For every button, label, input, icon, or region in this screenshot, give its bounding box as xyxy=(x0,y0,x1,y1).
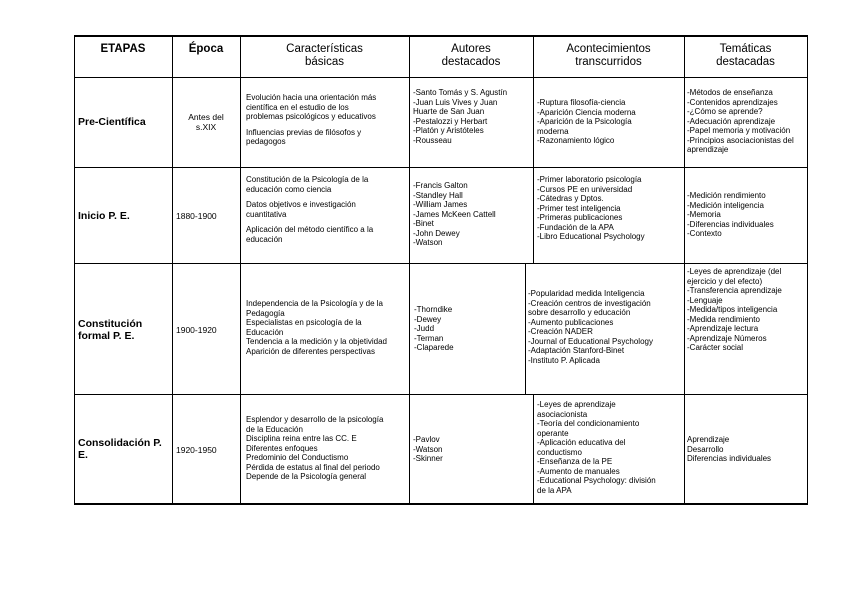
topics-cell xyxy=(687,267,806,353)
topic-item: -Principios asociacionistas del aprendizaje xyxy=(687,135,794,154)
event-item: -Teoría del condicionamiento operante xyxy=(537,419,640,438)
row-divider xyxy=(74,263,808,264)
topic-item: -Medida/tipos inteligencia xyxy=(687,305,778,314)
topic-item: Aprendizaje xyxy=(687,435,730,444)
author-item: -Standley Hall xyxy=(413,190,463,200)
topic-item: -Contexto xyxy=(687,229,722,238)
author-item: -Judd xyxy=(414,324,435,333)
topic-item: -Medida rendimiento xyxy=(687,314,760,324)
stages-table xyxy=(74,35,808,505)
author-item: -Watson xyxy=(413,238,443,247)
author-item: -Binet xyxy=(413,219,434,228)
header-tematicas: Temáticas destacadas xyxy=(716,43,775,68)
topic-item: -Métodos de enseñanza xyxy=(687,88,773,97)
author-item: -Francis Galton xyxy=(413,181,468,190)
author-item: -Claparede xyxy=(414,343,454,352)
table-border-right xyxy=(807,35,808,505)
topic-item: -Leyes de aprendizaje (del ejercicio y del efecto) xyxy=(687,267,782,286)
event-item: -Aumento publicaciones xyxy=(528,317,614,327)
author-item: -Santo Tomás y S. Agustín xyxy=(413,88,508,97)
event-item: -Enseñanza de la PE xyxy=(537,457,613,466)
stage-period: 1920-1950 xyxy=(176,445,217,455)
column-divider xyxy=(240,35,241,505)
header-divider xyxy=(74,77,808,78)
topic-item: Diferencias individuales xyxy=(687,454,772,463)
author-item: -Pestalozzi y Herbart xyxy=(413,116,488,126)
event-item: -Primer laboratorio psicología xyxy=(537,175,642,184)
topic-item: -Contenidos aprendizajes xyxy=(687,97,778,107)
event-item: -Creación NADER xyxy=(528,327,593,336)
topic-item: -Aprendizaje Números xyxy=(687,333,767,343)
characteristic-item: Especialistas en psicología de la Educación xyxy=(246,318,362,337)
event-item: -Aparición de la Psicología moderna xyxy=(537,117,632,136)
column-divider xyxy=(172,35,173,505)
header-epoca: Época xyxy=(188,43,224,55)
header-caracteristicas: Características básicas xyxy=(286,43,363,68)
characteristic-item: Aplicación del método científico a la educación xyxy=(246,225,374,244)
event-item: -Instituto P. Aplicada xyxy=(528,355,600,365)
authors-cell xyxy=(413,88,531,145)
topic-item: Desarrollo xyxy=(687,444,724,454)
authors-cell xyxy=(413,435,531,464)
topic-item: -Adecuación aprendizaje xyxy=(687,116,776,126)
characteristics-cell xyxy=(246,93,406,147)
authors-cell xyxy=(413,181,531,248)
event-item: -Aplicación educativa del conductismo xyxy=(537,438,626,457)
characteristic-item: Evolución hacia una orientación más científica en el estudio de los problemas psicológicos y educativos xyxy=(246,93,377,121)
event-item: -Cátedras y Dptos. xyxy=(537,194,604,203)
topic-item: -Carácter social xyxy=(687,343,744,352)
events-cell xyxy=(528,289,683,365)
author-item: -Dewey xyxy=(414,314,442,324)
characteristic-item: Influencias previas de filósofos y pedagogos xyxy=(246,127,362,146)
author-item: -Terman xyxy=(414,333,444,343)
event-item: -Fundación de la APA xyxy=(537,222,614,232)
event-item: -Popularidad medida Inteligencia xyxy=(528,289,645,298)
header-etapas: ETAPAS xyxy=(100,43,146,55)
row-divider xyxy=(74,167,808,168)
author-item: -Juan Luis Vives y Juan Huarte de San Juan xyxy=(413,97,498,116)
author-item: -Thorndike xyxy=(414,305,453,314)
stage-name: Pre-Científica xyxy=(78,116,146,128)
topic-item: -Aprendizaje lectura xyxy=(687,324,759,333)
characteristic-item: Disciplina reina entre las CC. E xyxy=(246,434,357,443)
event-item: -Leyes de aprendizaje asociacionista xyxy=(537,400,616,419)
header-autores: Autores destacados xyxy=(441,43,501,68)
characteristic-item: Aparición de diferentes perspectivas xyxy=(246,346,375,356)
event-item: -Ruptura filosofía-ciencia xyxy=(537,98,626,107)
event-item: -Primer test inteligencia xyxy=(537,203,621,213)
author-item: -John Dewey xyxy=(413,228,460,238)
table-border-top xyxy=(74,35,808,37)
column-divider xyxy=(409,35,410,505)
topic-item: -¿Cómo se aprende? xyxy=(687,107,763,116)
author-item: -Watson xyxy=(413,444,443,454)
event-item: -Razonamiento lógico xyxy=(537,136,615,145)
event-item: -Primeras publicaciones xyxy=(537,213,623,222)
event-item: -Journal of Educational Psychology xyxy=(528,336,653,346)
event-item: -Adaptación Stanford-Binet xyxy=(528,346,625,355)
header-acontecimientos: Acontecimientos transcurridos xyxy=(566,43,651,68)
row-divider xyxy=(74,394,808,395)
topic-item: -Lenguaje xyxy=(687,295,723,305)
table-border-bottom xyxy=(74,503,808,505)
topic-item: -Papel memoria y motivación xyxy=(687,126,791,135)
characteristic-item: Pérdida de estatus al final del periodo xyxy=(246,462,380,472)
author-item: -Platón y Aristóteles xyxy=(413,126,484,135)
event-item: -Cursos PE en universidad xyxy=(537,184,633,194)
topic-item: -Medición inteligencia xyxy=(687,200,764,210)
characteristic-item: Independencia de la Psicología y de la Pedagogía xyxy=(246,299,383,318)
stage-period: Antes del s.XIX xyxy=(188,112,224,132)
characteristic-item: Esplendor y desarrollo de la psicología de la Educación xyxy=(246,415,384,434)
topics-cell xyxy=(687,191,806,239)
stage-period: 1880-1900 xyxy=(176,211,217,221)
column-divider xyxy=(684,35,685,505)
authors-cell xyxy=(414,305,522,353)
column-divider xyxy=(525,263,526,394)
topic-item: -Diferencias individuales xyxy=(687,219,774,229)
characteristic-item: Diferentes enfoques xyxy=(246,443,318,453)
event-item: -Aumento de manuales xyxy=(537,466,620,476)
characteristic-item: Predominio del Conductismo xyxy=(246,453,349,462)
stage-period: 1900-1920 xyxy=(176,325,217,335)
events-cell xyxy=(537,98,682,146)
column-divider xyxy=(533,35,534,263)
characteristic-item: Tendencia a la medición y la objetividad xyxy=(246,337,387,346)
stage-name: Inicio P. E. xyxy=(78,210,130,222)
characteristic-item: Depende de la Psicología general xyxy=(246,472,367,481)
author-item: -Skinner xyxy=(413,454,443,463)
topic-item: -Transferencia aprendizaje xyxy=(687,286,782,295)
events-cell xyxy=(537,400,682,495)
event-item: -Aparición Ciencia moderna xyxy=(537,107,636,117)
characteristics-cell xyxy=(246,415,408,482)
topic-item: -Memoria xyxy=(687,210,721,219)
author-item: -James McKeen Cattell xyxy=(413,209,496,219)
characteristics-cell xyxy=(246,175,406,244)
column-divider xyxy=(533,394,534,505)
topic-item: -Medición rendimiento xyxy=(687,191,766,200)
table-border-left xyxy=(74,35,75,505)
characteristic-item: Constitución de la Psicología de la educación como ciencia xyxy=(246,175,369,194)
stage-name: Consolidación P. E. xyxy=(78,437,162,461)
event-item: -Creación centros de investigación sobre desarrollo y educación xyxy=(528,298,651,317)
author-item: -Rousseau xyxy=(413,135,452,145)
author-item: -William James xyxy=(413,200,468,209)
event-item: -Libro Educational Psychology xyxy=(537,232,645,241)
stage-name: Constitución formal P. E. xyxy=(78,318,143,342)
topics-cell xyxy=(687,435,806,464)
characteristics-cell xyxy=(246,299,408,356)
characteristic-item: Datos objetivos e investigación cuantitativa xyxy=(246,200,356,219)
topics-cell xyxy=(687,88,806,155)
author-item: -Pavlov xyxy=(413,435,440,444)
events-cell xyxy=(537,175,682,242)
event-item: -Educational Psychology: división de la APA xyxy=(537,476,656,495)
